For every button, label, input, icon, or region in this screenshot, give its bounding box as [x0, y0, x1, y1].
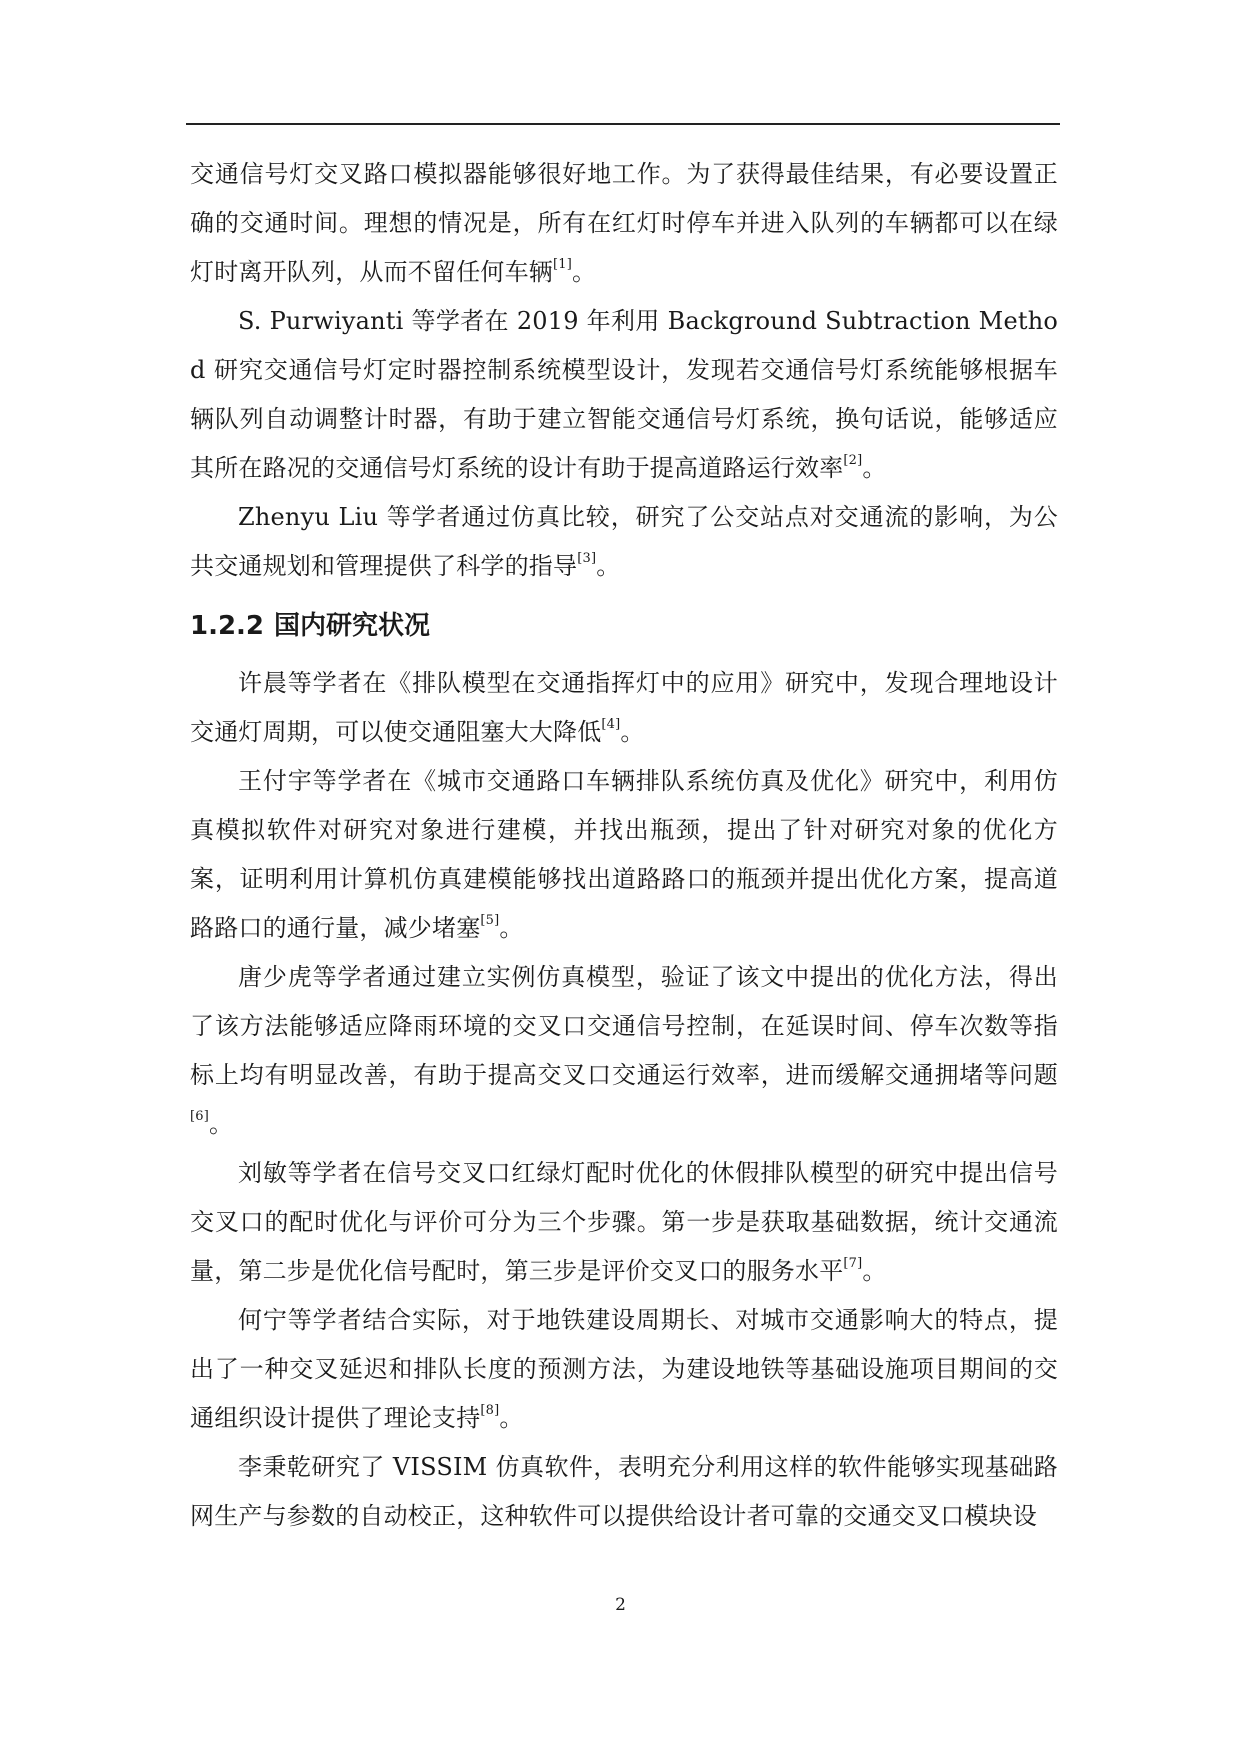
paragraph-end: 。: [862, 454, 887, 482]
citation: [2]: [843, 453, 863, 468]
paragraph-end: 。: [862, 1257, 887, 1285]
citation: [6]: [190, 1109, 210, 1124]
page-content: [190, 150, 1058, 1541]
paragraph-5: [190, 757, 1058, 953]
citation: [7]: [843, 1256, 863, 1271]
paragraph-3: [190, 493, 1058, 591]
citation: [1]: [553, 257, 573, 272]
section-number: 1.2.2: [190, 611, 265, 641]
paragraph-8: [190, 1296, 1058, 1443]
paragraph-9: [190, 1443, 1058, 1541]
section-heading: [190, 605, 1058, 647]
paragraph-text: 何宁等学者结合实际，对于地铁建设周期长、对城市交通影响大的特点，提出了一种交叉延迟和排队长度的预测方法，为建设地铁等基础设施项目期间的交通组织设计提供了理论支持: [190, 1306, 1058, 1432]
paragraph-text: Zhenyu Liu 等学者通过仿真比较，研究了公交站点对交通流的影响，为公共交通规划和管理提供了科学的指导: [190, 503, 1058, 580]
page-number: 2: [615, 1595, 626, 1615]
paragraph-text: 李秉乾研究了 VISSIM 仿真软件，表明充分利用这样的软件能够实现基础路网生产与参数的自动校正，这种软件可以提供给设计者可靠的交通交叉口模块设: [190, 1453, 1058, 1530]
section-title: 国内研究状况: [274, 611, 431, 641]
paragraph-end: 。: [572, 258, 597, 286]
citation: [8]: [480, 1403, 500, 1418]
citation: [4]: [601, 717, 621, 732]
citation: [5]: [480, 913, 500, 928]
paragraph-text: 交通信号灯交叉路口模拟器能够很好地工作。为了获得最佳结果，有必要设置正确的交通时间。理想的情况是，所有在红灯时停车并进入队列的车辆都可以在绿灯时离开队列，从而不留任何车辆: [190, 160, 1058, 286]
citation: [3]: [577, 551, 597, 566]
paragraph-7: [190, 1149, 1058, 1296]
paragraph-text: 刘敏等学者在信号交叉口红绿灯配时优化的休假排队模型的研究中提出信号交叉口的配时优化与评价可分为三个步骤。第一步是获取基础数据，统计交通流量，第二步是优化信号配时，第三步是评价交叉口的服务水平: [190, 1159, 1058, 1285]
header-rule: [186, 123, 1060, 125]
paragraph-4: [190, 659, 1058, 757]
paragraph-text: 王付宇等学者在《城市交通路口车辆排队系统仿真及优化》研究中，利用仿真模拟软件对研究对象进行建模，并找出瓶颈，提出了针对研究对象的优化方案，证明利用计算机仿真建模能够找出道路路口的瓶颈并提出优化方案，提高道路路口的通行量，减少堵塞: [190, 767, 1058, 942]
paragraph-end: 。: [209, 1110, 234, 1138]
paragraph-text: S. Purwiyanti 等学者在 2019 年利用 Background Subtraction Method 研究交通信号灯定时器控制系统模型设计，发现若交通信号灯系统能够根据车辆队列自动调整计时器，有助于建立智能交通信号灯系统，换句话说，能够适应其所在路况的交通信号灯系统的设计有助于提高道路运行效率: [190, 307, 1058, 482]
paragraph-1: [190, 150, 1058, 297]
paragraph-end: 。: [596, 552, 621, 580]
paragraph-6: [190, 953, 1058, 1149]
paragraph-end: 。: [499, 1404, 524, 1432]
paragraph-text: 唐少虎等学者通过建立实例仿真模型，验证了该文中提出的优化方法，得出了该方法能够适应降雨环境的交叉口交通信号控制，在延误时间、停车次数等指标上均有明显改善，有助于提高交叉口交通运行效率，进而缓解交通拥堵等问题: [190, 963, 1058, 1089]
paragraph-2: [190, 297, 1058, 493]
paragraph-text: 许晨等学者在《排队模型在交通指挥灯中的应用》研究中，发现合理地设计交通灯周期，可以使交通阻塞大大降低: [190, 669, 1058, 746]
paragraph-end: 。: [620, 718, 645, 746]
paragraph-end: 。: [499, 914, 524, 942]
